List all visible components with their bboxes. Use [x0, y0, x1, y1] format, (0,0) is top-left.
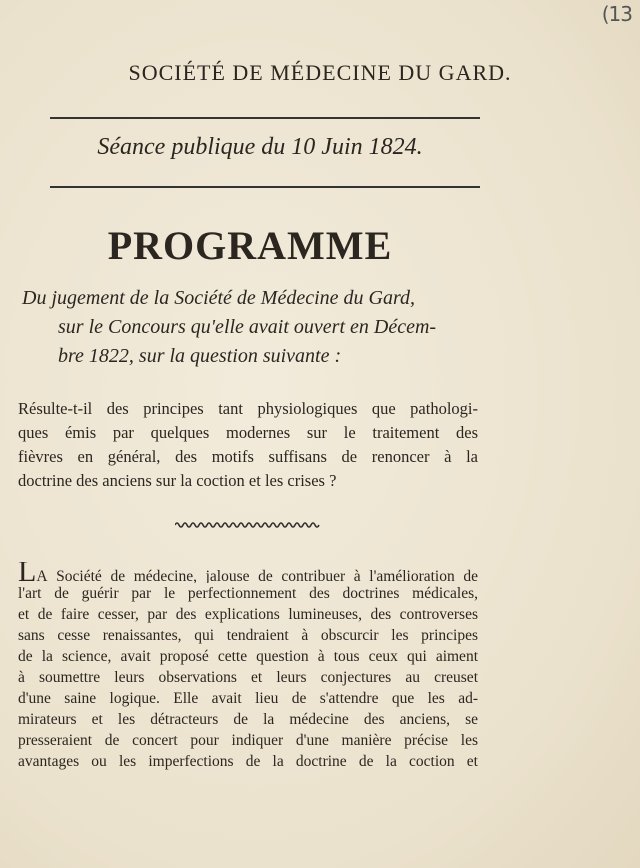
body-line: avantages ou les imperfections de la doctrine de la coction et — [18, 753, 478, 770]
bottom-rule — [50, 186, 480, 188]
body-line: l'art de guérir par le perfectionnement des doctrines médicales, — [18, 585, 478, 602]
body-line: à soumettre leurs observations et leurs conjectures au creuset — [18, 669, 478, 686]
question-line: ques émis par quelques modernes sur le traitement des — [18, 423, 478, 442]
question-line: fièvres en général, des motifs suffisans de renoncer à la — [18, 447, 478, 466]
body-paragraph — [18, 562, 478, 772]
body-line: mirateurs et les détracteurs de la médecine des anciens, se — [18, 711, 478, 728]
intro-line: Du jugement de la Société de Médecine du Gard, — [22, 287, 416, 309]
seance-heading: Séance publique du 10 Juin 1824. — [97, 134, 423, 160]
body-line: sans cesse renaissantes, qui tendraient à obscurcir les principes — [18, 627, 478, 644]
body-line — [18, 562, 478, 583]
body-line: d'une saine logique. Elle avait lieu de s'attendre que les ad- — [18, 690, 478, 707]
society-heading: SOCIÉTÉ DE MÉDECINE DU GARD. — [128, 60, 512, 85]
page-title: PROGRAMME — [107, 223, 393, 268]
page-number: (13 — [601, 2, 632, 26]
body-line-text: Société de médecine, jalouse de contribuer à l'amélioration de — [47, 568, 478, 583]
intro-paragraph — [22, 284, 492, 371]
question-line: doctrine des anciens sur la coction et les crises ? — [18, 471, 337, 490]
body-line: presseraient de concert pour indiquer d'une manière précise les — [18, 732, 478, 749]
drop-cap-rest: A — [36, 568, 48, 583]
top-rule — [50, 117, 480, 119]
question-line: Résulte-t-il des principes tant physiologiques que pathologi- — [18, 399, 478, 418]
intro-line: bre 1822, sur la question suivante : — [58, 345, 342, 367]
intro-line: sur le Concours qu'elle avait ouvert en Décem- — [58, 316, 437, 338]
body-line: de la science, avait proposé cette question à tous ceux qui aiment — [18, 648, 478, 665]
question-paragraph — [18, 397, 478, 493]
body-line: et de faire cesser, par des explications lumineuses, des controverses — [18, 606, 478, 623]
drop-cap: L — [18, 562, 37, 583]
ornament-divider — [175, 521, 321, 529]
